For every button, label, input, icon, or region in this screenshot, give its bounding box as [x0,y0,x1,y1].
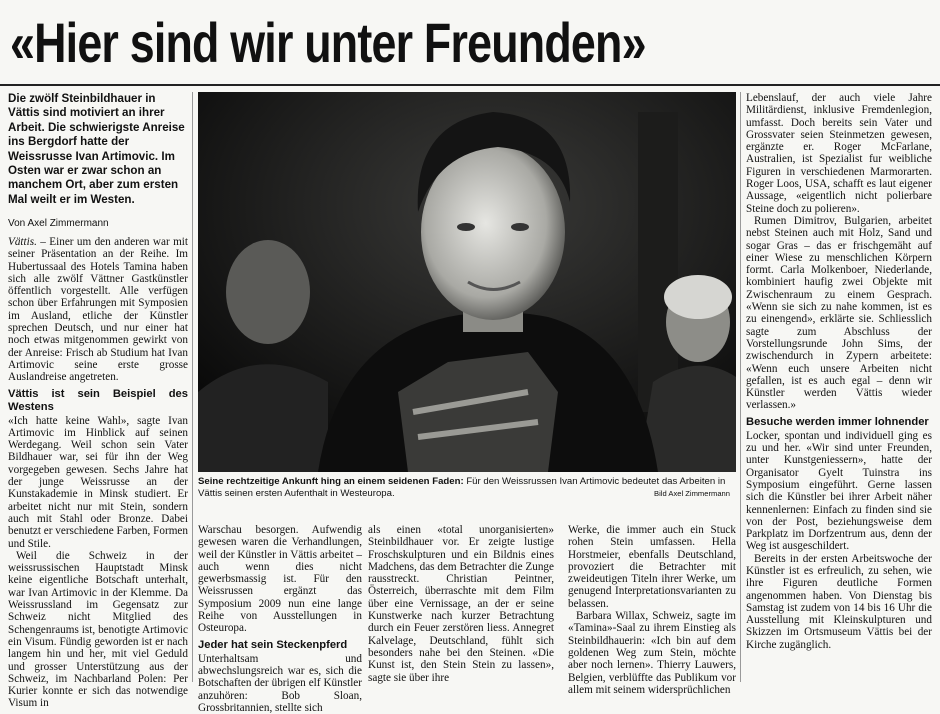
column-5-paragraph-2: Rumen Dimitrov, Bulgarien, arbeitet nebst Steinen auch mit Holz, Sand und sogar Gras – das er frischgemäht auf einer Wiese zu menschlichen Körpern formt. Carla Molkenboer, Niederlande, kombiniert haufig zwei Objekte mit Zwischenraum zu einem Gesprach. «Wenn sie sich zu nahe kommen, ist es zu einengend», erklärte sie. Schliesslich sagte zum Abschluss der Vorstellungsrunde John Sims, der zwischendurch in Zypern arbeitete: «Wenn euch unsere Arbeiten nicht gefallen, ist es auch egal – denn wir Künstler werden Vättis wieder verlassen.» [746,214,932,412]
column-1-paragraph-2: «Ich hatte keine Wahl», sagte Ivan Artimovic im Hinblick auf seinen Werdegang. Weil schon sein Vater Bildhauer war, sei für ihn der Weg vorgegeben gewesen. Sechs Jahre hat der junge Weissrusse an der Kunstakademie in Minsk studiert. Er arbeitet nicht nur mit Stein, sondern auch mit Stahl oder Bronze. Dabei benutzt er verschiedene Farben, Formen und Stile. [8,414,188,550]
column-1-paragraph-1: Vättis. – Einer um den anderen war mit seiner Präsentation an der Reihe. Im Hubertussaal des Hotels Tamina haben sich alle zwölf Vättner Gastkünstler öffentlich vorgestellt. Alle verfügen schon über Erfahrungen mit Symposien im Ausland, etliche der Künstler sprechen Deutsch, und nur einer hat noch etwas mitgenommen gewirkt von der Anreise: Frisch ab Studium hat Ivan Artimovic seine erste grosse Auslandreise angetreten. [8,236,188,384]
column-5-paragraph-3: Locker, spontan und individuell ging es zu und her. «Wir sind unter Freunden, unter Kunstgeniessern», hatte der Organisator Gyelt Tuinstra ins Symposium eingeführt. Gerne lassen sich die Künstler bei ihrer Arbeit näher kennenlernen: Einfach zu finden sind sie von der Post, beziehungsweise dem Parkplatz im Dorfzentrum aus, denn der Weg ist ausgeschildert. [746,429,932,553]
column-divider-right [740,92,741,682]
column-5-paragraph-1: Lebenslauf, der auch viele Jahre Militärdienst, inklusive Fremdenlegion, umfasst. Doch bereits sein Vater und Grossvater seien Steinmetzen gewesen, ergänzte er. Roger McFarlane, Australien, ist Spezialist fur weibliche Figuren in verschiedenen Marmorarten. Roger Loos, USA, schafft es laut eigener Aussage, «eigentlich nicht polierbare Steine doch zu polieren». [746,92,932,215]
column-4-paragraph-1: Werke, die immer auch ein Stuck rohen Stein umfassen. Hella Horstmeier, ebenfalls Deutschland, provoziert die Betrachter mit zweideutigen Titeln ihrer Werke, um genugend Interpretationsvarianten zu belassen. [568,524,736,610]
column-1-paragraph-3: Weil die Schweiz in der weissrussischen Hauptstadt Minsk keine eigentliche Botschaft unterhalt, war Ivan Artimovic in der Klemme. Da Weissrussland im Gegensatz zur Schweiz nicht Mitglied des Schengenraums ist, benotigte Artimovic ein Visum. Fündig geworden ist er nach langem hin und her, mit viel Geduld und grosser Unterstützung aus der Schweiz, im Nachbarland Polen: Per Kurier konnte er sich das notwendige Visum in [8,549,188,710]
column-divider [192,92,193,682]
dateline: Vättis. [8,236,37,248]
column-4 [568,524,736,696]
column-2-paragraph-1: Warschau besorgen. Aufwendig gewesen waren die Verhandlungen, weil der Künstler in Vättis arbeitet – auch wenn dies nicht gewerbsmassig ist. Für den Weissrussen ergänzt das Symposium 2009 nun eine lange Reihe von Ausstellungen in Osteuropa. [198,524,362,635]
caption-lead: Seine rechtzeitige Ankunft hing an einem seidenen Faden: [198,476,464,487]
lead-paragraph: Die zwölf Steinbildhauer in Vättis sind motiviert an ihrer Arbeit. Die schwierigste Anreise ins Bergdorf hatte der Weissrusse Ivan Artimovic. Im Osten war er zwar schon an manchem Ort, aber zum ersten Mal weilt er im Westen. [8,92,185,206]
caption-text: Für den Weissrussen Ivan Artimovic bedeutet das Arbeiten in Vättis seinen ersten Aufenthalt in Westeuropa. [198,476,726,499]
subheading-besuche: Besuche werden immer lohnender [746,415,929,428]
photo-ivan-artimovic [198,92,736,472]
subheading-steckenpferd: Jeder hat sein Steckenpferd [198,638,348,651]
column-5-paragraph-4: Bereits in der ersten Arbeitswoche der Künstler ist es erfreulich, zu sehen, wie ihre Figuren deutliche Formen angenommen haben. Von Dienstag bis Samstag ist zudem von 14 bis 16 Uhr die Ausstellung mit Kleinskulpturen und Skizzen im Ortsmuseum Vättis bei der Kirche zugänglich. [746,552,932,651]
column-3-paragraph-1: als einen «total unorganisierten» Steinbildhauer vor. Er zeigte lustige Froschskulpturen und ein Bildnis eines Madchens, das dem Betrachter die Zunge rausstreckt. Christian Peintner, Österreich, überraschte mit dem Film über eine Vernissage, an der er seine Kunstwerke nach kurzer Betrachtung durch ein Feuer zerstören liess. Annegret Kalvelage, Deutschland, fühlt sich besonders nahe bei den Steinen. «Die Kunst ist, den Stein Stein zu lassen», sagte sie über ihre [368,524,554,684]
byline: Von Axel Zimmermann [8,218,109,229]
column-2-paragraph-2: Unterhaltsam und abwechslungsreich war es, sich die Botschaften der übrigen elf Künstler anzuhören: Bob Sloan, Grossbritannien, stellte sich [198,652,362,714]
subheading-westens: Vättis ist sein Beispiel des Westens [8,387,188,413]
photo-credit: Bild Axel Zimmermann [654,489,730,498]
column-3 [368,524,554,687]
column-2 [198,524,362,714]
column-5 [746,92,932,687]
column-4-paragraph-2: Barbara Willax, Schweiz, sagte im «Tamina»-Saal zu ihrem Einstieg als Steinbildhauerin: «Ich bin auf dem goldenen Weg zum Stein, möchte aber noch lernen». Thierry Lauwers, Belgien, verblüffte das Publikum vor allem mit seinem widersprüchlichen [568,610,736,696]
headline-rule [0,84,940,86]
column-1 [8,236,188,710]
headline: «Hier sind wir unter Freunden» [10,11,646,74]
portrait-illustration [198,92,736,472]
